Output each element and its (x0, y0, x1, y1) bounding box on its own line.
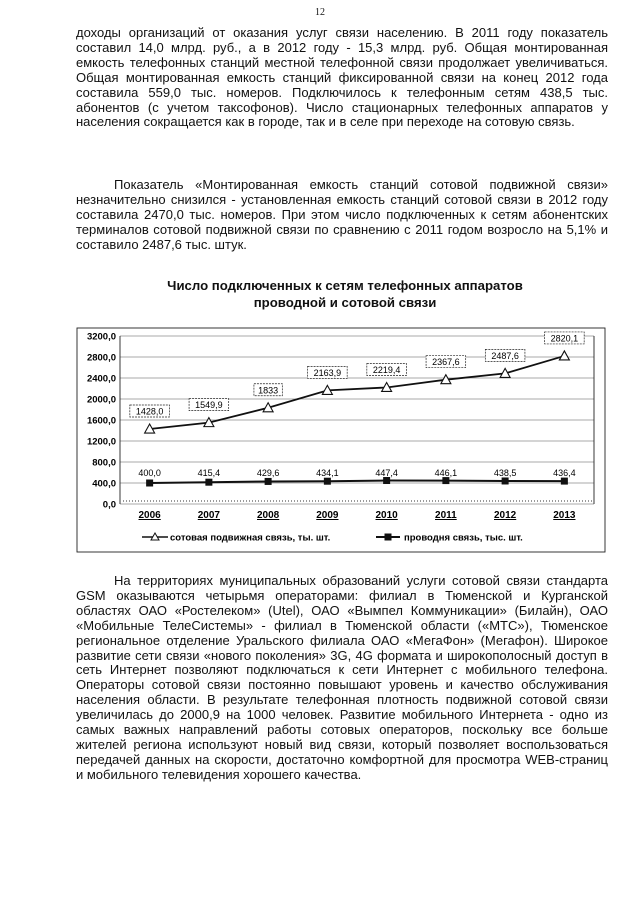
data-label-cellular: 1833 (258, 385, 279, 396)
paragraph-gsm-operators: На территориях муниципальных образований услуги сотовой связи стандарта GSM оказываются четырьмя операторами: филиал в Тюменской и Курганской областях ОАО «Ростелеком» (Utel), ОАО «Вымпел Коммуникации» (Билайн), ОАО «Мобильные ТелеСистемы» - филиал в Тюменской области («МТС»), Тюменское региональное отделение Уральского филиала ОАО «МегаФон» (Мегафон). Широкое развитие сети связи «нового поколения» 3G, 4G формата и широкополосный доступ в сеть Интернет позволяют подключаться к сети Интернет с мобильного телефона. Операторы сотовой связи постоянно повышают уровень и качество обслуживания населения области. В результате телефонная плотность подвижной сотовой связи увеличилась до 2000,9 на 1000 человек. Развитие мобильного Интернета - одно из самых важных направлений работы сотовых операторов, поскольку все больше жителей региона используют новый вид связи, который позволяет воспользоваться передачей данных на скорости, достаточно комфортной для просмотра WEB-страниц и мобильного телевидения хорошего качества. (76, 573, 608, 782)
data-label-cellular: 2487,6 (491, 350, 519, 361)
y-tick-label: 3200,0 (86, 331, 116, 343)
data-label-cellular: 1549,9 (195, 400, 223, 411)
data-label-cellular: 2820,1 (550, 333, 579, 344)
x-tick-label: 2009 (316, 510, 339, 521)
marker-wired (324, 478, 331, 485)
x-tick-label: 2007 (197, 510, 220, 521)
data-label-wired: 415,4 (197, 468, 221, 478)
x-tick-label: 2010 (375, 510, 398, 521)
marker-wired (502, 477, 509, 484)
marker-wired (442, 477, 449, 484)
x-tick-label: 2012 (494, 510, 517, 521)
marker-wired (146, 480, 153, 487)
y-tick-label: 2800,0 (86, 352, 116, 364)
y-tick-label: 0,0 (102, 499, 116, 511)
y-tick-label: 1600,0 (86, 415, 116, 427)
data-label-wired: 429,6 (256, 468, 280, 478)
y-tick-label: 2400,0 (86, 373, 116, 385)
data-label-wired: 446,1 (434, 468, 458, 478)
y-tick-label: 800,0 (92, 457, 116, 469)
data-label-wired: 400,0 (138, 468, 161, 478)
data-label-wired: 436,4 (553, 468, 576, 478)
legend-label-cellular: сотовая подвижная связь, ты. шт. (170, 532, 331, 544)
data-label-wired: 434,1 (316, 468, 339, 478)
data-label-cellular: 1428,0 (135, 406, 164, 417)
x-tick-label: 2008 (257, 510, 280, 521)
y-tick-label: 1200,0 (86, 436, 116, 448)
x-tick-label: 2011 (435, 510, 457, 521)
marker-wired (205, 479, 212, 486)
data-label-cellular: 2163,9 (313, 367, 342, 378)
data-label-cellular: 2219,4 (372, 364, 401, 375)
y-tick-label: 400,0 (92, 478, 116, 490)
data-label-wired: 447,4 (375, 468, 398, 478)
paragraph-income-and-capacity: доходы организаций от оказания услуг связи населению. В 2011 году показатель составил 14,0 млрд. руб., а в 2012 году - 15,3 млрд. руб. Общая монтированная емкость телефонных станций местной телефонной связи продолжает увеличиваться. Общая монтированная емкость станций фиксированной связи на конец 2012 года составила 559,0 тыс. номеров. Подключилось к телефонным сетям 438,5 тыс. абонентов (с учетом таксофонов). Число стационарных телефонных аппаратов у населения сокращается как в городе, так и в селе при переходе на сотовую связь. (76, 25, 608, 130)
data-label-cellular: 2367,6 (432, 357, 460, 368)
x-tick-label: 2006 (138, 510, 161, 521)
paragraph-cellular-capacity: Показатель «Монтированная емкость станций сотовой подвижной связи» незначительно снизился - установленная емкость станций сотовой связи в 2012 году составила 2470,0 тыс. номеров. При этом число подключенных к сетям абонентских терминалов сотовой подвижной связи по сравнению с 2011 годом возросло на 5,1% и составило 2487,6 тыс. штук. (76, 177, 608, 252)
marker-wired (561, 478, 568, 485)
marker-cellular (559, 351, 569, 360)
legend-marker-wired (385, 534, 392, 541)
chart-title-line-1: Число подключенных к сетям телефонных аппаратов (167, 278, 523, 293)
x-tick-label: 2013 (553, 510, 576, 521)
page-number: 12 (315, 7, 325, 18)
series-line-cellular (150, 356, 565, 429)
y-tick-label: 2000,0 (86, 394, 116, 406)
chart-title-line-2: проводной и сотовой связи (253, 295, 437, 310)
marker-wired (383, 477, 390, 484)
data-label-wired: 438,5 (493, 468, 517, 478)
legend-label-wired: проводня связь, тыс. шт. (404, 532, 523, 544)
marker-wired (265, 478, 272, 485)
